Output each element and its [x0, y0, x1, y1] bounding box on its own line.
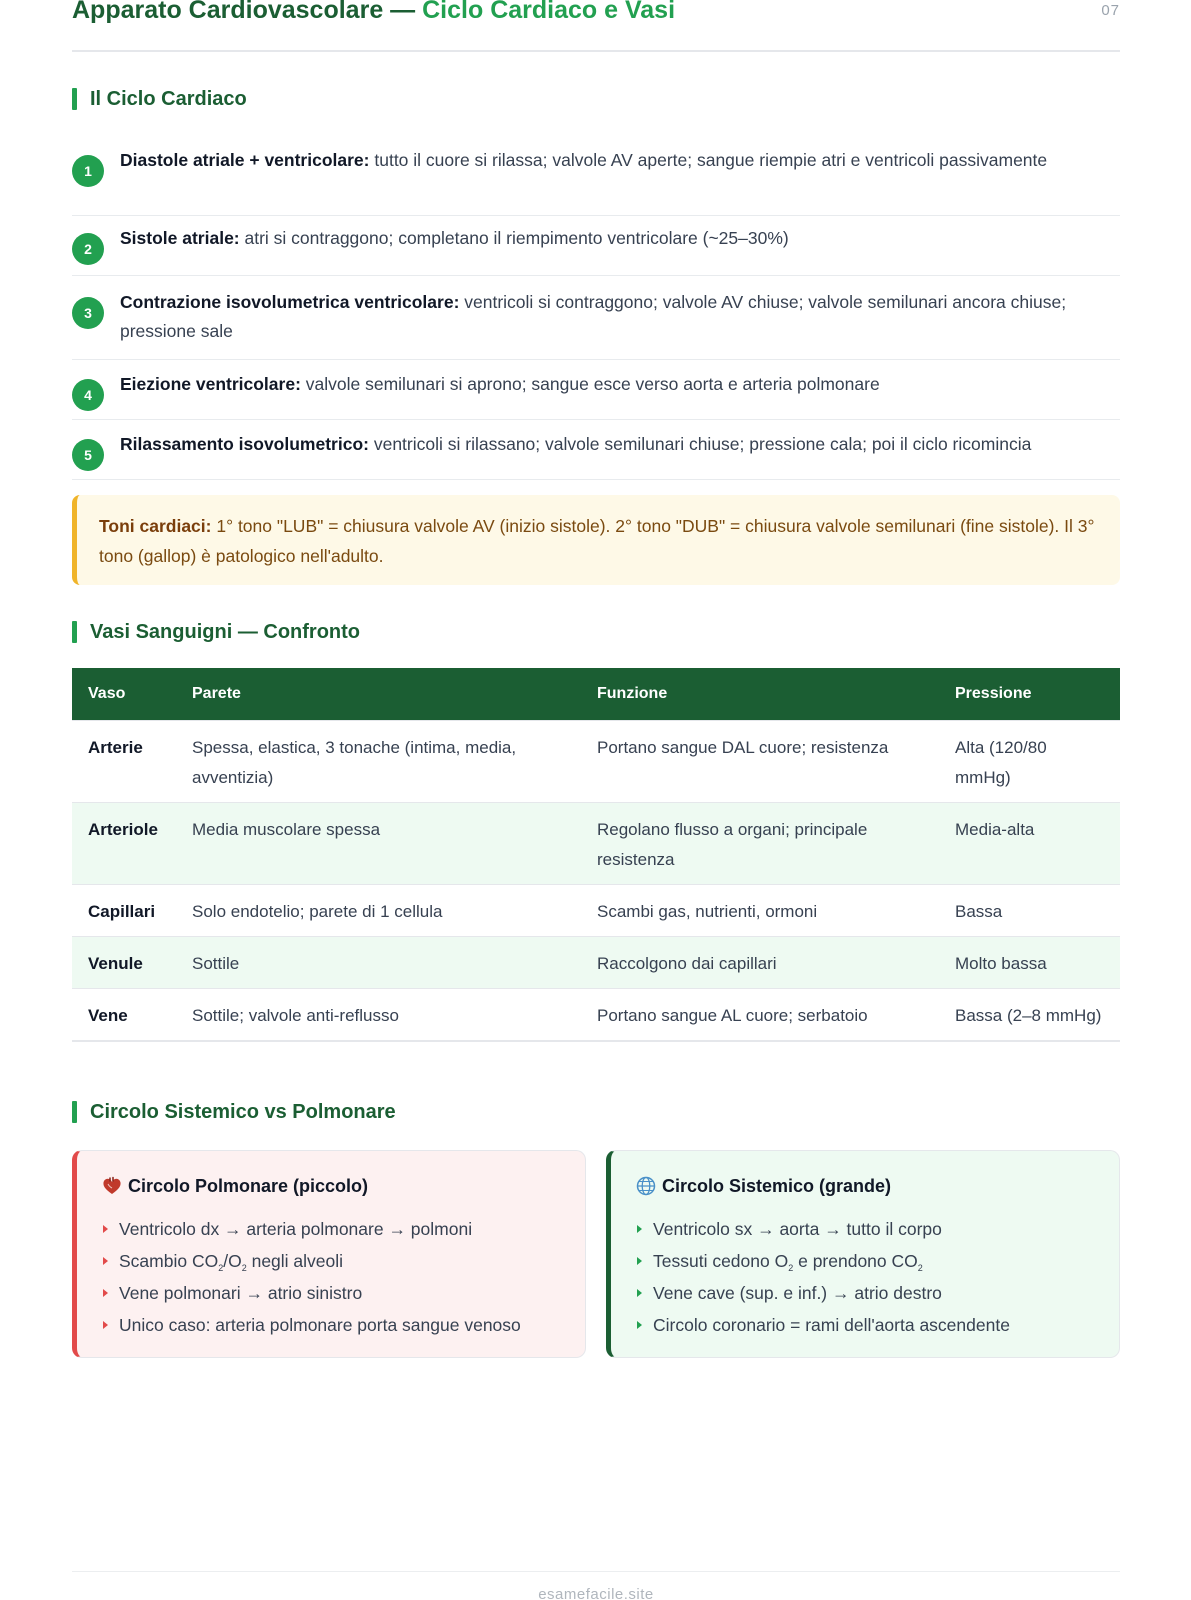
table-row: [72, 884, 1120, 936]
table-row: [72, 936, 1120, 988]
table-cell: Sottile; valvole anti-reflusso: [176, 988, 581, 1041]
page-header: [72, 0, 1120, 52]
table-cell: Bassa (2–8 mmHg): [939, 988, 1120, 1041]
table-cell: Portano sangue DAL cuore; resistenza: [581, 720, 939, 802]
card-title: Circolo Polmonare (piccolo): [128, 1175, 369, 1196]
list-item: Ventricolo dx → arteria polmonare → polmoni: [101, 1213, 563, 1245]
step-number-badge: 4: [72, 379, 104, 411]
table-cell: Spessa, elastica, 3 tonache (intima, media, avventizia): [176, 720, 581, 802]
column-header: Vaso: [72, 668, 176, 720]
cycle-step: [72, 360, 1120, 420]
list-item: Circolo coronario = rami dell'aorta ascendente: [635, 1309, 1097, 1341]
step-title: Rilassamento isovolumetrico:: [120, 434, 369, 454]
list-item: Vene cave (sup. e inf.) → atrio destro: [635, 1277, 1097, 1309]
subscript: 2: [241, 1263, 247, 1273]
table-row: [72, 988, 1120, 1041]
heart-sounds-callout: [72, 495, 1120, 585]
table-cell: Bassa: [939, 884, 1120, 936]
step-number-badge: 5: [72, 439, 104, 471]
step-description: atri si contraggono; completano il riempimento ventricolare (~25–30%): [239, 228, 789, 248]
step-number-badge: 1: [72, 155, 104, 187]
list-item: Unico caso: arteria polmonare porta sangue venoso: [101, 1309, 563, 1341]
step-title: Eiezione ventricolare:: [120, 374, 301, 394]
vessels-table: [72, 668, 1120, 1042]
card-title-row: [635, 1173, 1097, 1199]
page-title: [72, 0, 675, 26]
step-title: Sistole atriale:: [120, 228, 240, 248]
footer-site: esamefacile.site: [538, 1586, 654, 1600]
vessel-name-cell: Vene: [72, 988, 176, 1041]
card-list: [101, 1213, 563, 1341]
step-description: ventricoli si rilassano; valvole semilunari chiuse; pressione cala; poi il ciclo ricomincia: [368, 434, 1032, 454]
step-text: [120, 288, 1120, 346]
step-text: [120, 370, 880, 399]
section-heading-cycle: Il Ciclo Cardiaco: [72, 87, 247, 111]
table-row: [72, 720, 1120, 802]
table-header-row: [72, 668, 1120, 720]
table-row: [72, 802, 1120, 884]
cycle-steps-list: [72, 138, 1120, 480]
vessel-name-cell: Venule: [72, 936, 176, 988]
step-text: [120, 146, 1047, 175]
table-cell: Scambi gas, nutrienti, ormoni: [581, 884, 939, 936]
table-cell: Media-alta: [939, 802, 1120, 884]
table-cell: Solo endotelio; parete di 1 cellula: [176, 884, 581, 936]
cycle-step: [72, 276, 1120, 360]
column-header: Funzione: [581, 668, 939, 720]
subscript: 2: [917, 1263, 923, 1273]
step-description: ventricoli si contraggono; valvole AV chiuse; valvole semilunari ancora chiuse; pressione sale: [120, 292, 1067, 341]
column-header: Pressione: [939, 668, 1120, 720]
step-title: Diastole atriale + ventricolare:: [120, 150, 370, 170]
cycle-step: [72, 138, 1120, 216]
list-item: [635, 1245, 1097, 1277]
table-cell: Portano sangue AL cuore; serbatoio: [581, 988, 939, 1041]
step-text: [120, 224, 789, 253]
step-description: valvole semilunari si aprono; sangue esce verso aorta e arteria polmonare: [300, 374, 880, 394]
list-item-text: /O: [223, 1251, 242, 1271]
card-title-row: [101, 1173, 563, 1199]
list-item-text: e prendono CO: [793, 1251, 918, 1271]
list-item-text: Scambio CO: [119, 1251, 219, 1271]
table-cell: Regolano flusso a organi; principale resistenza: [581, 802, 939, 884]
vessel-name-cell: Arterie: [72, 720, 176, 802]
step-title: Contrazione isovolumetrica ventricolare:: [120, 292, 460, 312]
subscript: 2: [218, 1263, 224, 1273]
card-list: [635, 1213, 1097, 1341]
list-item: [101, 1245, 563, 1277]
pulmonary-circulation-card: [72, 1150, 586, 1358]
column-header: Parete: [176, 668, 581, 720]
step-number-badge: 2: [72, 233, 104, 265]
title-main: Apparato Cardiovascolare —: [72, 0, 423, 24]
step-number-badge: 3: [72, 297, 104, 329]
step-description: tutto il cuore si rilassa; valvole AV aperte; sangue riempie atri e ventricoli passivamente: [369, 150, 1048, 170]
cycle-step: [72, 420, 1120, 480]
vessel-name-cell: Capillari: [72, 884, 176, 936]
table-cell: Sottile: [176, 936, 581, 988]
step-text: [120, 430, 1031, 459]
list-item: Ventricolo sx → aorta → tutto il corpo: [635, 1213, 1097, 1245]
globe-icon: [635, 1175, 657, 1197]
page: [72, 0, 1120, 1600]
table-cell: Molto bassa: [939, 936, 1120, 988]
heart-icon: [101, 1175, 123, 1197]
vessel-name-cell: Arteriole: [72, 802, 176, 884]
title-accent: Ciclo Cardiaco e Vasi: [422, 0, 676, 24]
systemic-circulation-card: [606, 1150, 1120, 1358]
list-item: Vene polmonari → atrio sinistro: [101, 1277, 563, 1309]
callout-title: Toni cardiaci:: [99, 516, 212, 536]
callout-text: 1° tono "LUB" = chiusura valvole AV (inizio sistole). 2° tono "DUB" = chiusura valvole semilunari (fine sistole). Il 3° tono (gallop) è patologico nell'adulto.: [99, 516, 1095, 566]
section-heading-circulation: Circolo Sistemico vs Polmonare: [72, 1100, 396, 1124]
cycle-step: [72, 216, 1120, 276]
table-cell: Media muscolare spessa: [176, 802, 581, 884]
section-heading-vessels: Vasi Sanguigni — Confronto: [72, 620, 360, 644]
table-cell: Raccolgono dai capillari: [581, 936, 939, 988]
list-item-text: negli alveoli: [246, 1251, 344, 1271]
card-title: Circolo Sistemico (grande): [662, 1175, 892, 1196]
page-footer: [72, 1571, 1120, 1600]
list-item-text: Tessuti cedono O: [653, 1251, 789, 1271]
subscript: 2: [788, 1263, 794, 1273]
table-cell: Alta (120/80 mmHg): [939, 720, 1120, 802]
page-number: 07: [1101, 2, 1120, 19]
